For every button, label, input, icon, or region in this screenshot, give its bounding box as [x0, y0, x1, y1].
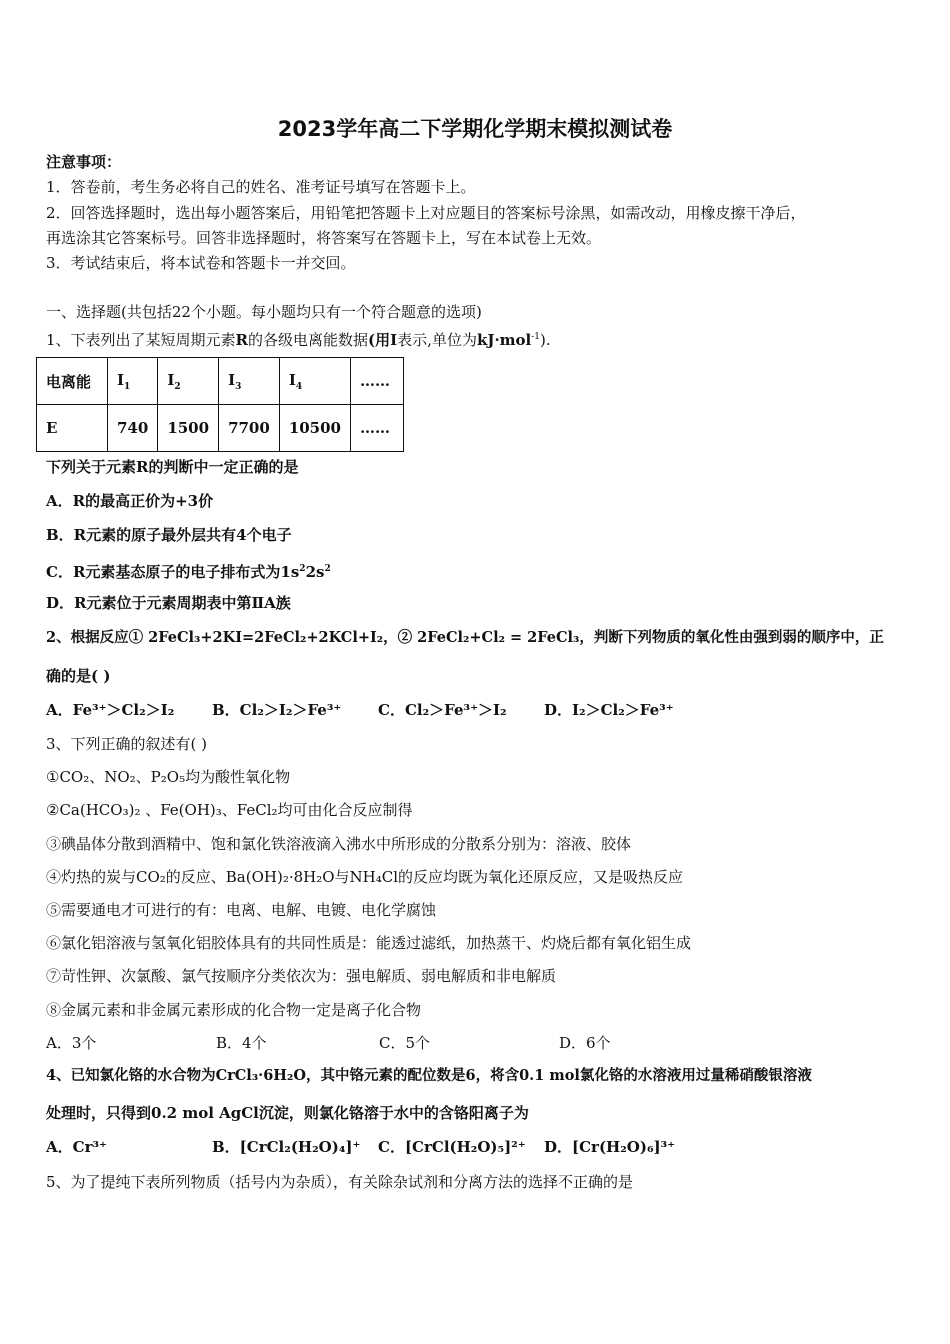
q4-option-b: B．[CrCl₂(H₂O)₄]⁺ — [212, 1138, 361, 1156]
table-cell: E — [37, 405, 108, 452]
q3-option-b: B．4个 — [216, 1034, 267, 1052]
table-cell: …… — [351, 358, 404, 405]
notice-item: 再选涂其它答案标号。回答非选择题时，将答案写在答题卡上，写在本试卷上无效。 — [46, 229, 602, 247]
q5-stem: 5、为了提纯下表所列物质（括号内为杂质），有关除杂试剂和分离方法的选择不正确的是 — [46, 1173, 634, 1191]
q3-options — [46, 1033, 611, 1053]
q3-item: ⑤需要通电才可进行的有：电离、电解、电镀、电化学腐蚀 — [46, 901, 437, 919]
q4-stem-line2: 处理时，只得到0.2 mol AgCl沉淀，则氯化铬溶于水中的含铬阳离子为 — [46, 1104, 529, 1122]
table-cell: 1500 — [158, 405, 219, 452]
table-cell: …… — [351, 405, 404, 452]
q1-option-a: A．R的最高正价为+3价 — [46, 492, 214, 510]
q3-option-a: A．3个 — [46, 1034, 97, 1052]
notice-heading: 注意事项： — [46, 153, 122, 171]
q3-item: ②Ca(HCO₃)₂ 、Fe(OH)₃、FeCl₂均可由化合反应制得 — [46, 801, 413, 819]
table-cell: 电离能 — [37, 358, 108, 405]
notice-item: 2．回答选择题时，选出每小题答案后，用铅笔把答题卡上对应题目的答案标号涂黑，如需改动，用橡皮擦干净后， — [46, 204, 806, 222]
q3-item: ⑥氯化铝溶液与氢氧化铝胶体具有的共同性质是：能透过滤纸，加热蒸干、灼烧后都有氧化铝生成 — [46, 934, 692, 952]
q3-item: ①CO₂、NO₂、P₂O₅均为酸性氧化物 — [46, 768, 291, 786]
table-row — [37, 405, 404, 452]
table-cell: 740 — [108, 405, 158, 452]
table-cell: $I_3$ — [219, 358, 280, 405]
q3-item: ③碘晶体分散到酒精中、饱和氯化铁溶液滴入沸水中所形成的分散系分别为：溶液、胶体 — [46, 835, 632, 853]
notice-item: 3．考试结束后，将本试卷和答题卡一并交回。 — [46, 254, 356, 272]
q2-stem-line2: 确的是( ) — [46, 667, 111, 685]
q2-option-d: D．I₂＞Cl₂＞Fe³⁺ — [544, 701, 674, 719]
ionization-energy-table — [36, 357, 404, 452]
page-title: 2023学年高二下学期化学期末模拟测试卷 — [277, 117, 673, 141]
notice-item: 1．答卷前，考生务必将自己的姓名、准考证号填写在答题卡上。 — [46, 178, 476, 196]
q4-option-a: A．Cr³⁺ — [46, 1138, 107, 1156]
table-cell: $I_4$ — [279, 358, 350, 405]
q1-question: 下列关于元素R的判断中一定正确的是 — [46, 458, 299, 476]
q3-option-d: D．6个 — [559, 1034, 611, 1052]
q2-options — [46, 700, 674, 720]
q2-option-b: B．Cl₂＞I₂＞Fe³⁺ — [212, 701, 342, 719]
q1-option-c: C．R元素基态原子的电子排布式为$1s^22s^2$ — [46, 563, 331, 581]
q3-option-c: C．5个 — [379, 1034, 431, 1052]
q4-options — [46, 1137, 675, 1157]
table-cell: $I_1$ — [108, 358, 158, 405]
table-cell: 7700 — [219, 405, 280, 452]
q2-option-c: C．Cl₂＞Fe³⁺＞I₂ — [378, 701, 507, 719]
q3-item: ⑦苛性钾、次氯酸、氯气按顺序分类依次为：强电解质、弱电解质和非电解质 — [46, 967, 557, 985]
q2-stem-line1: 2、根据反应① 2FeCl₃+2KI=2FeCl₂+2KCl+I₂，② 2FeCl₂+Cl₂ = 2FeCl₃，判断下列物质的氧化性由强到弱的顺序中，正 — [46, 629, 884, 646]
q2-option-a: A．Fe³⁺＞Cl₂＞I₂ — [46, 701, 175, 719]
q4-option-d: D．[Cr(H₂O)₆]³⁺ — [544, 1138, 676, 1156]
q1-stem: 1、下表列出了某短周期元素R的各级电离能数据(用I表示,单位为kJ·mol$^{-1}$). — [46, 331, 551, 349]
q3-stem: 3、下列正确的叙述有( ) — [46, 735, 208, 753]
table-cell: $I_2$ — [158, 358, 219, 405]
q3-item: ⑧金属元素和非金属元素形成的化合物一定是离子化合物 — [46, 1001, 422, 1019]
q1-option-d: D．R元素位于元素周期表中第ⅡA族 — [46, 594, 291, 612]
q1-option-b: B．R元素的原子最外层共有4个电子 — [46, 526, 292, 544]
q4-stem-line1: 4、已知氯化铬的水合物为CrCl₃·6H₂O，其中铬元素的配位数是6，将含0.1 mol氯化铬的水溶液用过量稀硝酸银溶液 — [46, 1067, 812, 1084]
section-heading: 一、选择题(共包括22个小题。每小题均只有一个符合题意的选项) — [46, 303, 482, 321]
table-cell: 10500 — [279, 405, 350, 452]
q4-option-c: C．[CrCl(H₂O)₅]²⁺ — [378, 1138, 526, 1156]
q3-item: ④灼热的炭与CO₂的反应、Ba(OH)₂·8H₂O与NH₄Cl的反应均既为氧化还原反应，又是吸热反应 — [46, 868, 684, 886]
table-header-row — [37, 358, 404, 405]
